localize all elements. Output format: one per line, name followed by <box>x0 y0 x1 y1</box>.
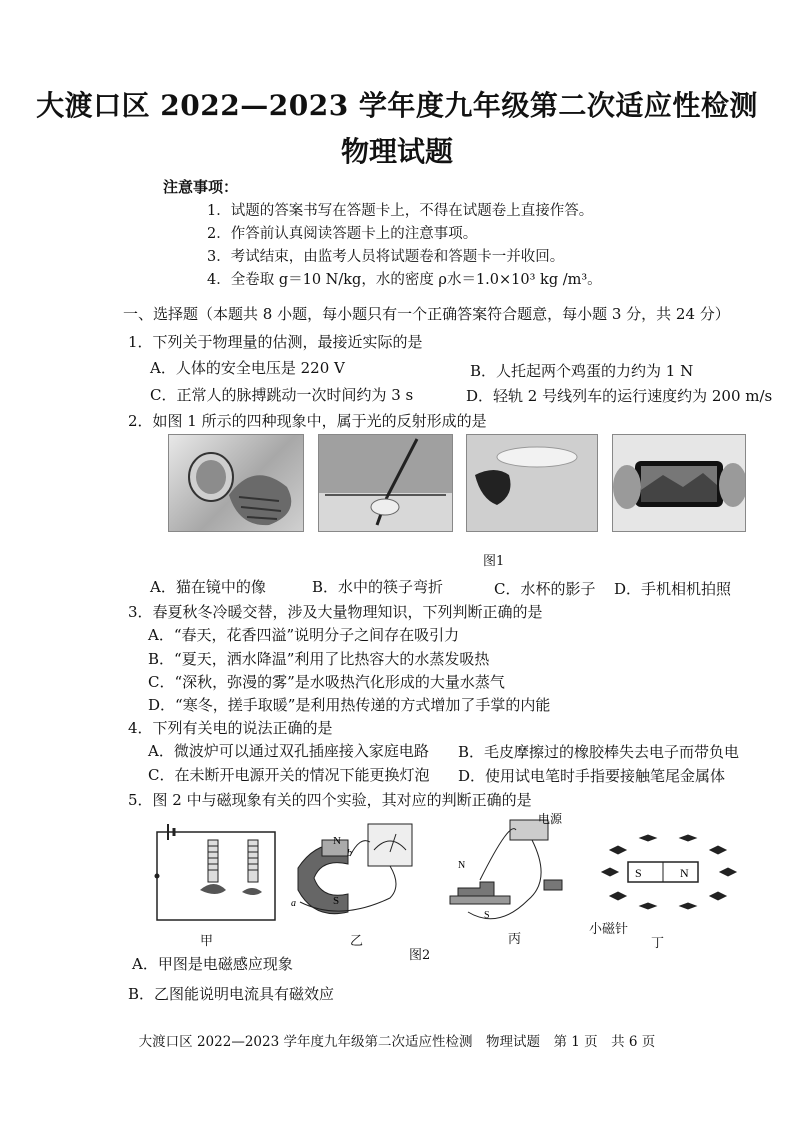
note-item-2: 2．作答前认真阅读答题卡上的注意事项。 <box>207 226 478 242</box>
figure2-label-jia: 甲 <box>200 934 214 949</box>
figure2-yi-label-n: N <box>333 835 341 847</box>
figure1-photo-phone-camera <box>612 434 746 532</box>
note-item-1: 1．试题的答案书写在答题卡上，不得在试题卷上直接作答。 <box>207 203 594 219</box>
figure2-bing-label-power: 电源 <box>538 812 563 826</box>
q1-stem: 1．下列关于物理量的估测，最接近实际的是 <box>128 333 423 351</box>
figure2-label-needle: 小磁针 <box>589 922 629 937</box>
figure2-label-bing: 丙 <box>508 932 522 947</box>
figure2-ding-bar-magnet-compasses <box>602 835 736 909</box>
q3-option-b: B．“夏天，洒水降温”利用了比热容大的水蒸发吸热 <box>148 650 490 668</box>
q1-option-b: B．人托起两个鸡蛋的力约为 1 N <box>470 362 694 380</box>
q4-option-b: B．毛皮摩擦过的橡胶棒失去电子而带负电 <box>458 743 740 761</box>
figure2-diagram <box>140 810 760 950</box>
figure2-bing-label-n: N <box>458 860 466 871</box>
q2-option-b: B．水中的筷子弯折 <box>312 578 444 596</box>
q2-option-d: D．手机相机拍照 <box>614 580 732 598</box>
q2-stem: 2．如图 1 所示的四种现象中，属于光的反射形成的是 <box>128 412 487 430</box>
q5-option-a: A．甲图是电磁感应现象 <box>132 955 293 973</box>
figure2-ding-label-n: N <box>680 866 689 880</box>
figure1-photo-cup-shadow <box>466 434 598 532</box>
figure2-label-yi: 乙 <box>350 934 364 949</box>
q3-option-d: D．“寒冬，搓手取暖”是利用热传递的方式增加了手掌的内能 <box>148 696 551 714</box>
figure1-caption: 图1 <box>483 554 505 569</box>
q3-option-c: C．“深秋，弥漫的雾”是水吸热汽化形成的大量水蒸气 <box>148 673 505 691</box>
q3-stem: 3．春夏秋冬冷暖交替，涉及大量物理知识，下列判断正确的是 <box>128 603 543 621</box>
exam-subtitle: 物理试题 <box>340 135 453 168</box>
figure1-photo-cat-mirror <box>168 434 304 532</box>
q5-option-b: B．乙图能说明电流具有磁效应 <box>128 985 335 1003</box>
notes-heading: 注意事项： <box>163 178 239 196</box>
q4-option-c: C．在未断开电源开关的情况下能更换灯泡 <box>148 766 430 784</box>
exam-title: 大渡口区 2022—2023 学年度九年级第二次适应性检测 <box>36 89 758 122</box>
q5-stem: 5．图 2 中与磁现象有关的四个实验，其对应的判断正确的是 <box>128 791 532 809</box>
figure2-label-ding: 丁 <box>651 936 665 951</box>
section-heading: 一、选择题（本题共 8 小题，每小题只有一个正确答案符合题意，每小题 3 分，共 24 分） <box>123 305 730 323</box>
figure2-yi-label-s: S <box>333 895 340 907</box>
figure1-photo-chopstick-water <box>318 434 453 532</box>
figure2-bing-motor <box>450 811 563 921</box>
q4-option-d: D．使用试电笔时手指要接触笔尾金属体 <box>458 767 726 785</box>
q1-option-c: C．正常人的脉搏跳动一次时间约为 3 s <box>150 386 414 404</box>
figure2-yi-label-a: a <box>291 898 296 909</box>
q2-option-a: A．猫在镜中的像 <box>150 578 266 596</box>
note-item-4: 4．全卷取 g＝10 N/kg，水的密度 ρ水＝1.0×10³ kg /m³。 <box>207 272 602 288</box>
page-footer: 大渡口区 2022—2023 学年度九年级第二次适应性检测 物理试题 第 1 页 共 6 页 <box>138 1034 656 1050</box>
figure2-ding-label-s: S <box>635 866 642 880</box>
note-item-3: 3．考试结束，由监考人员将试题卷和答题卡一并收回。 <box>207 249 565 265</box>
q1-option-d: D．轻轨 2 号线列车的运行速度约为 200 m/s <box>466 387 773 405</box>
q1-option-a: A．人体的安全电压是 220 V <box>150 359 345 377</box>
figure2-caption: 图2 <box>409 948 431 963</box>
q2-option-c: C．水杯的影子 <box>494 580 596 598</box>
q3-option-a: A．“春天，花香四溢”说明分子之间存在吸引力 <box>148 626 460 644</box>
figure2-bing-label-s: S <box>484 910 490 921</box>
q4-stem: 4．下列有关电的说法正确的是 <box>128 719 333 737</box>
q4-option-a: A．微波炉可以通过双孔插座接入家庭电路 <box>148 742 429 760</box>
figure2-yi-label-b: b <box>347 848 352 859</box>
figure2-yi-magnet-galvanometer <box>291 824 412 914</box>
figure2-jia-electromagnet-circuit <box>155 824 276 920</box>
